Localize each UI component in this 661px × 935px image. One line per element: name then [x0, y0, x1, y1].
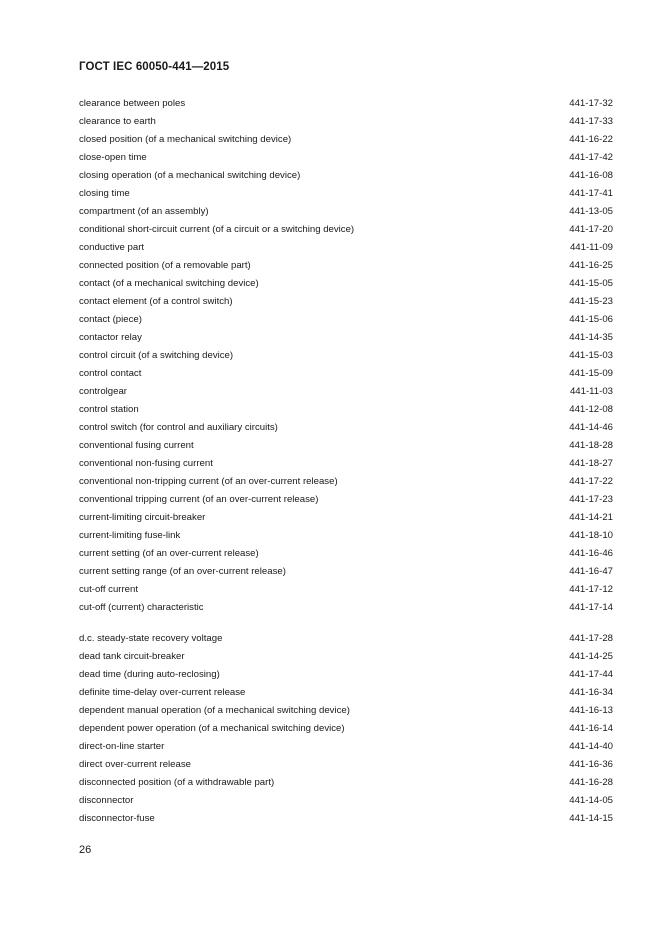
page-number: 26: [79, 844, 92, 856]
index-term: close-open time: [79, 152, 147, 163]
index-entry: [79, 547, 613, 565]
index-term: cut-off (current) characteristic: [79, 602, 204, 613]
index-term: control station: [79, 404, 139, 415]
index-code: 441-17-33: [569, 116, 613, 127]
index-entry: [79, 277, 613, 295]
index-entry: [79, 97, 613, 115]
index-entry: [79, 169, 613, 187]
index-entry: [79, 583, 613, 601]
index-entry: [79, 259, 613, 277]
index-entry: [79, 668, 613, 686]
index-term: control circuit (of a switching device): [79, 350, 234, 361]
index-code: 441-14-21: [569, 512, 613, 523]
index-term: contact (of a mechanical switching device): [79, 278, 259, 289]
index-code: 441-17-44: [569, 669, 613, 680]
index-term: definite time-delay over-current release: [79, 687, 246, 698]
index-entry: [79, 367, 613, 385]
index-entry: [79, 457, 613, 475]
index-term: contact element (of a control switch): [79, 296, 233, 307]
index-term: conventional non-tripping current (of an over-current release): [79, 476, 338, 487]
index-code: 441-17-14: [569, 602, 613, 613]
index-code: 441-18-10: [569, 530, 613, 541]
index-term: control contact: [79, 368, 142, 379]
index-entry: [79, 812, 613, 830]
index-code: 441-17-32: [569, 98, 613, 109]
index-code: 441-17-22: [569, 476, 613, 487]
index-entry: [79, 475, 613, 493]
index-term: disconnector-fuse: [79, 813, 155, 824]
index-entry: [79, 632, 613, 650]
index-entry: [79, 115, 613, 133]
index-code: 441-16-46: [569, 548, 613, 559]
index-term: contactor relay: [79, 332, 142, 343]
index-term: clearance to earth: [79, 116, 156, 127]
index-term: dead time (during auto-reclosing): [79, 669, 220, 680]
index-code: 441-16-36: [569, 759, 613, 770]
index-code: 441-15-03: [569, 350, 613, 361]
index-code: 441-15-23: [569, 296, 613, 307]
index-term: dead tank circuit-breaker: [79, 651, 185, 662]
index-term: current-limiting circuit-breaker: [79, 512, 206, 523]
index-term: disconnected position (of a withdrawable part): [79, 777, 275, 788]
index-entry: [79, 650, 613, 668]
index-term: conductive part: [79, 242, 145, 253]
index-entry: [79, 151, 613, 169]
index-entry: [79, 776, 613, 794]
index-entry: [79, 403, 613, 421]
index-entry: [79, 704, 613, 722]
index-term: conventional non-fusing current: [79, 458, 213, 469]
index-term: conventional tripping current (of an over-current release): [79, 494, 319, 505]
index-term: conditional short-circuit current (of a circuit or a switching device): [79, 224, 355, 235]
index-entry: [79, 686, 613, 704]
index-term: current setting (of an over-current release): [79, 548, 259, 559]
index-term: closed position (of a mechanical switching device): [79, 134, 292, 145]
index-term: controlgear: [79, 386, 127, 397]
index-code: 441-17-23: [569, 494, 613, 505]
index-term: connected position (of a removable part): [79, 260, 251, 271]
index-code: 441-16-28: [569, 777, 613, 788]
index-code: 441-17-41: [569, 188, 613, 199]
index-entry: [79, 565, 613, 583]
index-code: 441-14-46: [569, 422, 613, 433]
index-term: cut-off current: [79, 584, 139, 595]
index-entry: [79, 529, 613, 547]
index-entry: [79, 511, 613, 529]
index-entry: [79, 313, 613, 331]
index-entry: [79, 794, 613, 812]
index-term: direct over-current release: [79, 759, 191, 770]
index-code: 441-17-20: [569, 224, 613, 235]
index-term: control switch (for control and auxiliary circuits): [79, 422, 278, 433]
index-entry: [79, 421, 613, 439]
index-entry: [79, 187, 613, 205]
index-code: 441-14-15: [569, 813, 613, 824]
index-term: conventional fusing current: [79, 440, 194, 451]
index-code: 441-17-12: [569, 584, 613, 595]
index-code: 441-16-34: [569, 687, 613, 698]
index-code: 441-12-08: [569, 404, 613, 415]
index-term: current-limiting fuse-link: [79, 530, 181, 541]
index-code: 441-16-08: [569, 170, 613, 181]
index-term: disconnector: [79, 795, 134, 806]
index-entry: [79, 439, 613, 457]
index-code: 441-14-25: [569, 651, 613, 662]
index-code: 441-14-40: [569, 741, 613, 752]
index-code: 441-15-05: [569, 278, 613, 289]
index-entry: [79, 241, 613, 259]
index-term: closing operation (of a mechanical switching device): [79, 170, 301, 181]
index-code: 441-13-05: [569, 206, 613, 217]
index-code: 441-11-09: [569, 242, 613, 253]
index-code: 441-17-28: [569, 633, 613, 644]
index-code: 441-11-03: [569, 386, 613, 397]
index-term: compartment (of an assembly): [79, 206, 209, 217]
index-term: d.c. steady-state recovery voltage: [79, 633, 223, 644]
index-term: dependent power operation (of a mechanical switching device): [79, 723, 345, 734]
index-code: 441-16-13: [569, 705, 613, 716]
index-entry: [79, 349, 613, 367]
index-entry: [79, 493, 613, 511]
index-code: 441-16-25: [569, 260, 613, 271]
index-section-c: [79, 97, 613, 619]
index-entry: [79, 722, 613, 740]
index-code: 441-17-42: [569, 152, 613, 163]
index-entry: [79, 758, 613, 776]
index-code: 441-15-06: [569, 314, 613, 325]
index-entry: [79, 133, 613, 151]
index-code: 441-14-05: [569, 795, 613, 806]
index-entry: [79, 205, 613, 223]
index-code: 441-15-09: [569, 368, 613, 379]
index-code: 441-16-47: [569, 566, 613, 577]
document-header: ГОСТ IEC 60050-441—2015: [79, 61, 230, 73]
index-term: current setting range (of an over-current release): [79, 566, 286, 577]
index-term: contact (piece): [79, 314, 142, 325]
index-section-d: [79, 632, 613, 830]
index-entry: [79, 385, 613, 403]
index-code: 441-14-35: [569, 332, 613, 343]
index-entry: [79, 223, 613, 241]
index-entry: [79, 740, 613, 758]
index-term: clearance between poles: [79, 98, 186, 109]
index-term: closing time: [79, 188, 130, 199]
index-code: 441-18-28: [569, 440, 613, 451]
index-entry: [79, 601, 613, 619]
index-code: 441-16-14: [569, 723, 613, 734]
index-code: 441-18-27: [569, 458, 613, 469]
index-term: dependent manual operation (of a mechanical switching device): [79, 705, 350, 716]
index-entry: [79, 295, 613, 313]
index-entry: [79, 331, 613, 349]
index-code: 441-16-22: [569, 134, 613, 145]
index-term: direct-on-line starter: [79, 741, 165, 752]
